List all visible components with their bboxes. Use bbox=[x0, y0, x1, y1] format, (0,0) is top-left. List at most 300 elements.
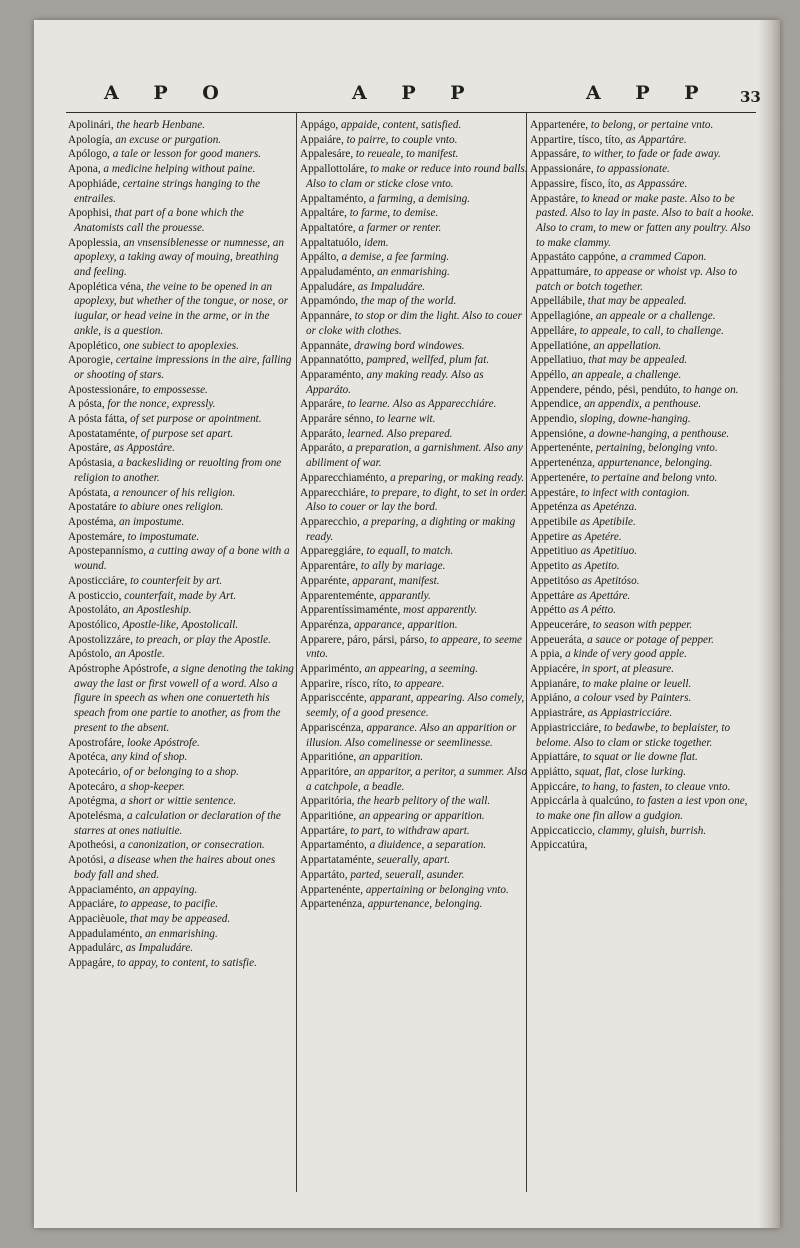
entry-definition: as Apetito. bbox=[569, 560, 620, 573]
entry-definition: a downe-hanging, a penthouse. bbox=[586, 427, 730, 440]
dictionary-entry bbox=[68, 397, 296, 412]
dictionary-entry bbox=[68, 736, 296, 751]
entry-headword: Appadulaménto, bbox=[68, 927, 143, 940]
entry-definition: as Apetitóso. bbox=[579, 574, 640, 587]
dictionary-entry bbox=[68, 956, 296, 971]
entry-headword: Appeueráta, bbox=[530, 633, 585, 646]
entry-headword: Apophisi, bbox=[68, 207, 112, 220]
dictionary-entry bbox=[530, 824, 758, 839]
dictionary-entry bbox=[530, 441, 758, 456]
entry-definition: to wither, to fade or fade away. bbox=[579, 148, 721, 161]
entry-definition: one subiect to apoplexies. bbox=[120, 339, 239, 352]
dictionary-entry bbox=[68, 794, 296, 809]
dictionary-entry bbox=[68, 133, 296, 148]
entry-headword: Appellatiuo, bbox=[530, 354, 586, 367]
entry-headword: Appartenére, bbox=[530, 119, 589, 131]
dictionary-entry bbox=[68, 603, 296, 618]
dictionary-entry bbox=[300, 309, 528, 338]
entry-definition: apparance. Also an apparition or illusion. Also comelinesse or seemlinesse. bbox=[306, 721, 517, 749]
entry-definition: to fasten a iest vpon one, to make one fin allow a gudgion. bbox=[536, 795, 748, 823]
entry-definition: to part, to withdraw apart. bbox=[347, 824, 470, 837]
entry-headword: Apotósi, bbox=[68, 854, 107, 867]
dictionary-entry bbox=[300, 118, 528, 133]
entry-headword: Apotelésma, bbox=[68, 810, 125, 823]
entry-headword: Appiccatúra, bbox=[530, 839, 588, 852]
dictionary-entry bbox=[300, 662, 528, 677]
dictionary-entry bbox=[300, 853, 528, 868]
dictionary-entry bbox=[530, 530, 758, 545]
entry-headword: Apotéca, bbox=[68, 751, 109, 764]
entry-definition: pertaining, belonging vnto. bbox=[593, 442, 718, 455]
entry-headword: Appattumáre, bbox=[530, 266, 592, 279]
entry-headword: Apostataménte, bbox=[68, 427, 138, 440]
entry-headword: Appeuceráre, bbox=[530, 618, 590, 631]
entry-headword: Appiastráre, bbox=[530, 707, 585, 720]
entry-headword: Appartaménto, bbox=[300, 839, 367, 852]
entry-definition: of set purpose or apointment. bbox=[127, 413, 262, 426]
dictionary-entry bbox=[300, 162, 528, 191]
entry-definition: to preach, or play the Apostle. bbox=[132, 633, 271, 646]
dictionary-entry bbox=[68, 838, 296, 853]
dictionary-entry bbox=[300, 427, 528, 442]
entry-definition: to appassionate. bbox=[593, 163, 670, 176]
entry-definition: apparance, apparition. bbox=[351, 618, 458, 631]
entry-definition: certaine impressions in the aire, falling or shooting of stars. bbox=[74, 354, 292, 381]
entry-headword: Appaciaménto, bbox=[68, 883, 137, 896]
entry-definition: as Apetitiuo. bbox=[577, 545, 638, 558]
dictionary-entry bbox=[300, 868, 528, 883]
dictionary-entry bbox=[300, 486, 528, 515]
entry-headword: Apparisccénte, bbox=[300, 692, 367, 705]
dictionary-entry bbox=[530, 794, 758, 823]
entry-headword: Apología, bbox=[68, 133, 113, 146]
entry-definition: as Apetére. bbox=[569, 530, 622, 543]
page-number: 33 bbox=[740, 88, 761, 106]
entry-headword: Appannáte, bbox=[300, 339, 352, 352]
dictionary-entry bbox=[530, 589, 758, 604]
header-rule bbox=[66, 112, 756, 113]
dictionary-entry bbox=[300, 133, 528, 148]
dictionary-entry bbox=[530, 147, 758, 162]
entry-definition: to appeare. bbox=[391, 677, 445, 690]
dictionary-entry bbox=[300, 368, 528, 397]
dictionary-entry bbox=[530, 133, 758, 148]
dictionary-entry bbox=[68, 765, 296, 780]
dictionary-entry bbox=[68, 633, 296, 648]
entry-headword: Appalesáre, bbox=[300, 148, 354, 161]
entry-headword: Appetitóso bbox=[530, 574, 580, 587]
entry-definition: to prepare, to dight, to set in order. Also to couer or lay the bord. bbox=[306, 486, 527, 514]
dictionary-entry bbox=[300, 412, 528, 427]
entry-definition: that may be appeased. bbox=[127, 912, 231, 925]
entry-definition: certaine strings hanging to the entrailes. bbox=[74, 177, 261, 205]
entry-headword: Aporogie, bbox=[68, 354, 114, 367]
entry-definition: an Apostleship. bbox=[119, 604, 192, 617]
entry-headword: Apparire, rísco, ríto, bbox=[300, 677, 392, 690]
entry-definition: for the nonce, expressly. bbox=[104, 398, 216, 411]
dictionary-entry bbox=[530, 559, 758, 574]
entry-definition: appertaining or belonging vnto. bbox=[363, 883, 509, 896]
entry-headword: Apparitióne, bbox=[300, 810, 357, 823]
entry-headword: Appaiáre, bbox=[300, 133, 344, 146]
entry-headword: Appassáre, bbox=[530, 148, 580, 161]
dictionary-entry bbox=[300, 824, 528, 839]
entry-definition: most apparently. bbox=[400, 604, 478, 617]
dictionary-entry bbox=[530, 456, 758, 471]
dictionary-entry bbox=[68, 530, 296, 545]
entry-headword: Appaltatóre, bbox=[300, 221, 356, 234]
dictionary-entry bbox=[530, 706, 758, 721]
dictionary-entry bbox=[68, 500, 296, 515]
entry-definition: a preparing, or making ready. bbox=[387, 471, 525, 484]
dictionary-entry bbox=[68, 853, 296, 882]
dictionary-entry bbox=[68, 574, 296, 589]
dictionary-entry bbox=[300, 677, 528, 692]
entry-definition: to appay, to content, to satisfie. bbox=[114, 957, 257, 970]
dictionary-entry bbox=[530, 633, 758, 648]
entry-definition: to learne. Also as Apparecchiáre. bbox=[344, 398, 497, 411]
entry-definition: to appease or whoist vp. Also to patch or botch together. bbox=[536, 266, 738, 293]
entry-definition: an apparitor, a peritor, a summer. Also a catchpole, a beadle. bbox=[306, 765, 527, 793]
dictionary-entry bbox=[68, 412, 296, 427]
entry-headword: Apotecário, bbox=[68, 765, 121, 778]
entry-definition: a disease when the haires about ones body fall and shed. bbox=[74, 854, 276, 881]
column-divider-1 bbox=[296, 112, 297, 1192]
entry-headword: Apostrofáre, bbox=[68, 736, 125, 749]
dictionary-entry bbox=[300, 794, 528, 809]
entry-headword: Appertenénte, bbox=[530, 442, 594, 455]
entry-definition: to learne wit. bbox=[373, 413, 436, 426]
entry-headword: Appaciáre, bbox=[68, 898, 117, 911]
entry-headword: Appastáre, bbox=[530, 192, 579, 205]
entry-definition: an Apostle. bbox=[111, 648, 165, 661]
dictionary-entry bbox=[68, 441, 296, 456]
entry-definition: a colour vsed by Painters. bbox=[571, 692, 692, 705]
entry-definition: a crammed Capon. bbox=[618, 251, 707, 264]
entry-headword: Apólogo, bbox=[68, 148, 110, 161]
entry-definition: a short or wittie sentence. bbox=[117, 795, 237, 808]
dictionary-entry bbox=[68, 780, 296, 795]
entry-definition: a backesliding or reuolting from one religion to another. bbox=[74, 457, 282, 484]
entry-definition: appaide, content, satisfied. bbox=[338, 119, 462, 131]
entry-definition: seuerally, apart. bbox=[374, 854, 451, 867]
dictionary-entry bbox=[530, 647, 758, 662]
entry-headword: Appendio, bbox=[530, 413, 577, 426]
dictionary-entry bbox=[68, 353, 296, 382]
entry-definition: to hang, to fasten, to cleaue vnto. bbox=[578, 780, 731, 793]
dictionary-entry bbox=[300, 147, 528, 162]
entry-headword: Apparáto, bbox=[300, 442, 345, 455]
entry-headword: Apolinári, bbox=[68, 119, 114, 131]
entry-definition: a sauce or potage of pepper. bbox=[584, 633, 714, 646]
dictionary-entry bbox=[300, 603, 528, 618]
dictionary-entry bbox=[530, 677, 758, 692]
dictionary-entry bbox=[300, 809, 528, 824]
entry-headword: Apparaménto, bbox=[300, 368, 364, 381]
entry-definition: an appeale, a challenge. bbox=[568, 368, 682, 381]
entry-headword: Appaltáre, bbox=[300, 207, 347, 220]
entry-definition: to pairre, to couple vnto. bbox=[343, 133, 458, 146]
entry-headword: Apparere, páro, pársi, párso, bbox=[300, 633, 428, 646]
entry-definition: to stop or dim the light. Also to couer or cloke with clothes. bbox=[306, 310, 522, 337]
entry-definition: pampred, wellfed, plum fat. bbox=[363, 354, 490, 367]
entry-definition: an vnsensiblenesse or numnesse, an apoplexy, a taking away of mouing, breathing and feeling. bbox=[74, 236, 284, 279]
dictionary-entry bbox=[68, 486, 296, 501]
entry-headword: Appetitiuo bbox=[530, 545, 578, 558]
entry-headword: Appiccáre, bbox=[530, 780, 579, 793]
dictionary-entry bbox=[68, 427, 296, 442]
entry-headword: Apostolizzáre, bbox=[68, 633, 133, 646]
entry-definition: a signe denoting the taking away the last or first vowell of a word. Also a figure in speech as when one conuerteth his speach from one partie to another, as from the present to the absent. bbox=[74, 663, 294, 734]
dictionary-entry bbox=[300, 750, 528, 765]
entry-headword: A ppia, bbox=[530, 648, 563, 661]
entry-headword: Apparáre sénno, bbox=[300, 413, 374, 426]
entry-headword: Appendere, péndo, pési, pendúto, bbox=[530, 383, 681, 396]
entry-headword: Apparáto, bbox=[300, 427, 345, 440]
entry-headword: Appannatótto, bbox=[300, 354, 364, 367]
entry-headword: Apparenteménte, bbox=[300, 589, 377, 602]
dictionary-page bbox=[34, 20, 780, 1228]
dictionary-entry bbox=[68, 118, 296, 133]
dictionary-entry bbox=[300, 441, 528, 470]
entry-headword: Appaludaménto, bbox=[300, 266, 375, 279]
entry-headword: Appamóndo, bbox=[300, 295, 359, 308]
dictionary-entry bbox=[300, 339, 528, 354]
entry-headword: Appetibile bbox=[530, 515, 578, 528]
entry-definition: learned. Also prepared. bbox=[344, 427, 453, 440]
column-middle bbox=[300, 118, 528, 912]
entry-definition: to hange on. bbox=[680, 383, 739, 396]
entry-definition: clammy, gluish, burrish. bbox=[594, 824, 707, 837]
dictionary-entry bbox=[300, 280, 528, 295]
dictionary-entry bbox=[300, 559, 528, 574]
entry-definition: to pertaine and belong vnto. bbox=[588, 471, 718, 484]
entry-headword: Appiacére, bbox=[530, 663, 579, 676]
entry-definition: as Appostáre. bbox=[111, 442, 175, 455]
dictionary-entry bbox=[530, 309, 758, 324]
entry-headword: Appassionáre, bbox=[530, 163, 594, 176]
entry-definition: apparant, appearing. Also comely, seemly, of a good presence. bbox=[306, 692, 525, 720]
dictionary-entry bbox=[68, 162, 296, 177]
entry-headword: Appiátto, bbox=[530, 765, 572, 778]
entry-definition: a calculation or declaration of the starres at ones natiuitie. bbox=[74, 810, 281, 837]
dictionary-entry bbox=[530, 574, 758, 589]
dictionary-entry bbox=[300, 353, 528, 368]
entry-headword: Appelláre, bbox=[530, 324, 577, 337]
entry-definition: as Apetibile. bbox=[577, 515, 636, 528]
entry-definition: a medicine helping without paine. bbox=[100, 163, 256, 176]
entry-definition: that may be appealed. bbox=[585, 354, 688, 367]
entry-definition: to appease, to pacifie. bbox=[116, 898, 219, 911]
entry-headword: Apotheósi, bbox=[68, 839, 117, 852]
entry-headword: Apona, bbox=[68, 163, 101, 176]
entry-definition: the veine to be opened in an apoplexy, but whether of the tongue, or nose, or iugular, or head veine in the arme, or in the ankle, is a question. bbox=[74, 280, 289, 337]
dictionary-entry bbox=[530, 471, 758, 486]
entry-headword: Apóstasia, bbox=[68, 457, 115, 470]
entry-definition: to farme, to demise. bbox=[346, 207, 439, 220]
dictionary-entry bbox=[68, 883, 296, 898]
entry-headword: Apostepannísmo, bbox=[68, 545, 146, 558]
dictionary-entry bbox=[530, 368, 758, 383]
dictionary-entry bbox=[68, 206, 296, 235]
entry-definition: to ally by mariage. bbox=[358, 560, 446, 573]
entry-definition: counterfait, made by Art. bbox=[121, 589, 237, 602]
dictionary-entry bbox=[300, 294, 528, 309]
entry-definition: the hearb Henbane. bbox=[113, 119, 206, 131]
entry-headword: A pósta fátta, bbox=[68, 413, 128, 426]
entry-headword: Apparentáre, bbox=[300, 560, 359, 573]
entry-headword: Apparénte, bbox=[300, 574, 350, 587]
entry-headword: A posticcio, bbox=[68, 589, 122, 602]
entry-headword: Aposticciáre, bbox=[68, 574, 128, 587]
entry-headword: Appariscénza, bbox=[300, 721, 364, 734]
dictionary-entry bbox=[68, 339, 296, 354]
entry-definition: as Impaludáre. bbox=[354, 280, 426, 293]
entry-headword: Apparentíssimaménte, bbox=[300, 604, 401, 617]
dictionary-entry bbox=[530, 353, 758, 368]
entry-definition: to make plaine or leuell. bbox=[579, 677, 692, 690]
entry-headword: Appannáre, bbox=[300, 310, 352, 323]
entry-headword: Apparitióne, bbox=[300, 751, 357, 764]
dictionary-entry bbox=[530, 412, 758, 427]
entry-headword: Appassire, físco, íto, bbox=[530, 177, 623, 190]
entry-headword: Appellatióne, bbox=[530, 339, 591, 352]
entry-headword: Apparitória, bbox=[300, 795, 355, 808]
dictionary-entry bbox=[68, 544, 296, 573]
header-left: A P O bbox=[104, 82, 233, 104]
entry-definition: an excuse or purgation. bbox=[112, 133, 222, 146]
entry-headword: Apostoláto, bbox=[68, 604, 120, 617]
entry-headword: Apostólico, bbox=[68, 618, 120, 631]
entry-definition: appurtenance, belonging. bbox=[364, 898, 483, 911]
entry-headword: Apotégma, bbox=[68, 795, 118, 808]
entry-headword: Appiáno, bbox=[530, 692, 572, 705]
entry-headword: Appadulárc, bbox=[68, 942, 123, 955]
dictionary-entry bbox=[530, 397, 758, 412]
entry-definition: squat, flat, close lurking. bbox=[571, 765, 686, 778]
entry-headword: Appastáto cappóne, bbox=[530, 251, 619, 264]
entry-headword: Appálto, bbox=[300, 251, 339, 264]
entry-definition: a shop-keeper. bbox=[117, 780, 185, 793]
entry-headword: Appiattáre, bbox=[530, 751, 581, 764]
entry-definition: to abiure ones religion. bbox=[116, 501, 224, 514]
entry-definition: to infect with contagion. bbox=[578, 486, 690, 499]
entry-definition: to impostumate. bbox=[124, 530, 200, 543]
dictionary-entry bbox=[530, 294, 758, 309]
dictionary-entry bbox=[300, 618, 528, 633]
dictionary-entry bbox=[530, 838, 758, 853]
entry-headword: Appianáre, bbox=[530, 677, 580, 690]
dictionary-entry bbox=[530, 721, 758, 750]
entry-headword: Apostéma, bbox=[68, 515, 117, 528]
entry-definition: idem. bbox=[361, 236, 389, 249]
page-gutter-shadow bbox=[758, 20, 780, 1228]
entry-definition: a farmer or renter. bbox=[355, 221, 442, 234]
dictionary-entry bbox=[530, 500, 758, 515]
entry-headword: Apóstata, bbox=[68, 486, 111, 499]
entry-definition: of purpose set apart. bbox=[137, 427, 234, 440]
entry-headword: Apotecáro, bbox=[68, 780, 118, 793]
entry-headword: Apostatáre bbox=[68, 501, 117, 514]
entry-definition: an appeale or a challenge. bbox=[593, 310, 716, 323]
dictionary-entry bbox=[530, 750, 758, 765]
entry-definition: to bedawbe, to beplaister, to belome. Also to clam or sticke together. bbox=[536, 721, 731, 749]
entry-headword: Appestáre, bbox=[530, 486, 579, 499]
entry-definition: an appearing or apparition. bbox=[356, 810, 485, 823]
entry-definition: as Impaludáre. bbox=[122, 942, 194, 955]
dictionary-entry bbox=[68, 589, 296, 604]
entry-definition: the hearb pelitory of the wall. bbox=[354, 795, 491, 808]
dictionary-entry bbox=[530, 544, 758, 559]
entry-headword: Appertenére, bbox=[530, 471, 589, 484]
dictionary-entry bbox=[530, 486, 758, 501]
dictionary-entry bbox=[530, 265, 758, 294]
entry-definition: a preparing, a dighting or making ready. bbox=[306, 515, 516, 543]
dictionary-entry bbox=[530, 691, 758, 706]
entry-definition: an enmarishing. bbox=[142, 927, 218, 940]
dictionary-entry bbox=[300, 633, 528, 662]
entry-definition: to empossesse. bbox=[139, 383, 208, 396]
dictionary-entry bbox=[530, 339, 758, 354]
entry-headword: Apoplética véna, bbox=[68, 280, 144, 293]
dictionary-entry bbox=[530, 662, 758, 677]
dictionary-entry bbox=[300, 397, 528, 412]
entry-definition: a preparation, a garnishment. Also any abiliment of war. bbox=[306, 442, 523, 470]
column-left bbox=[68, 118, 296, 971]
entry-headword: Appiccaticcio, bbox=[530, 824, 595, 837]
header-right: A P P bbox=[586, 82, 713, 104]
entry-headword: Appallottoláre, bbox=[300, 163, 368, 176]
entry-definition: an appaying. bbox=[136, 883, 198, 896]
entry-headword: Apparénza, bbox=[300, 618, 352, 631]
dictionary-entry bbox=[530, 618, 758, 633]
entry-definition: an appellation. bbox=[590, 339, 662, 352]
dictionary-entry bbox=[68, 912, 296, 927]
entry-definition: to season with pepper. bbox=[589, 618, 693, 631]
entry-headword: Appariménto, bbox=[300, 663, 362, 676]
dictionary-entry bbox=[300, 515, 528, 544]
entry-headword: Appaludáre, bbox=[300, 280, 355, 293]
entry-headword: Apophiáde, bbox=[68, 177, 120, 190]
entry-definition: the map of the world. bbox=[358, 295, 457, 308]
dictionary-entry bbox=[300, 897, 528, 912]
entry-definition: to appeale, to call, to challenge. bbox=[576, 324, 724, 337]
dictionary-entry bbox=[300, 765, 528, 794]
dictionary-entry bbox=[300, 265, 528, 280]
entry-definition: as Appartáre. bbox=[622, 133, 687, 146]
dictionary-entry bbox=[530, 765, 758, 780]
entry-headword: Appeténza bbox=[530, 501, 578, 514]
entry-headword: Appétto bbox=[530, 604, 567, 617]
entry-headword: Appaltaménto, bbox=[300, 192, 367, 205]
entry-definition: in sport, at pleasure. bbox=[578, 663, 675, 676]
entry-headword: Apoplessia, bbox=[68, 236, 121, 249]
entry-definition: as Apeténza. bbox=[577, 501, 637, 514]
dictionary-entry bbox=[300, 589, 528, 604]
entry-definition: to appeare, to seeme vnto. bbox=[306, 633, 523, 661]
dictionary-entry bbox=[530, 177, 758, 192]
column-right bbox=[530, 118, 758, 853]
entry-headword: Apostessionáre, bbox=[68, 383, 140, 396]
dictionary-entry bbox=[530, 192, 758, 251]
entry-headword: Apparecchiaménto, bbox=[300, 471, 388, 484]
dictionary-entry bbox=[300, 691, 528, 720]
dictionary-entry bbox=[68, 927, 296, 942]
entry-headword: Apostáre, bbox=[68, 442, 112, 455]
entry-headword: Appensióne, bbox=[530, 427, 587, 440]
dictionary-entry bbox=[68, 147, 296, 162]
dictionary-entry bbox=[530, 780, 758, 795]
